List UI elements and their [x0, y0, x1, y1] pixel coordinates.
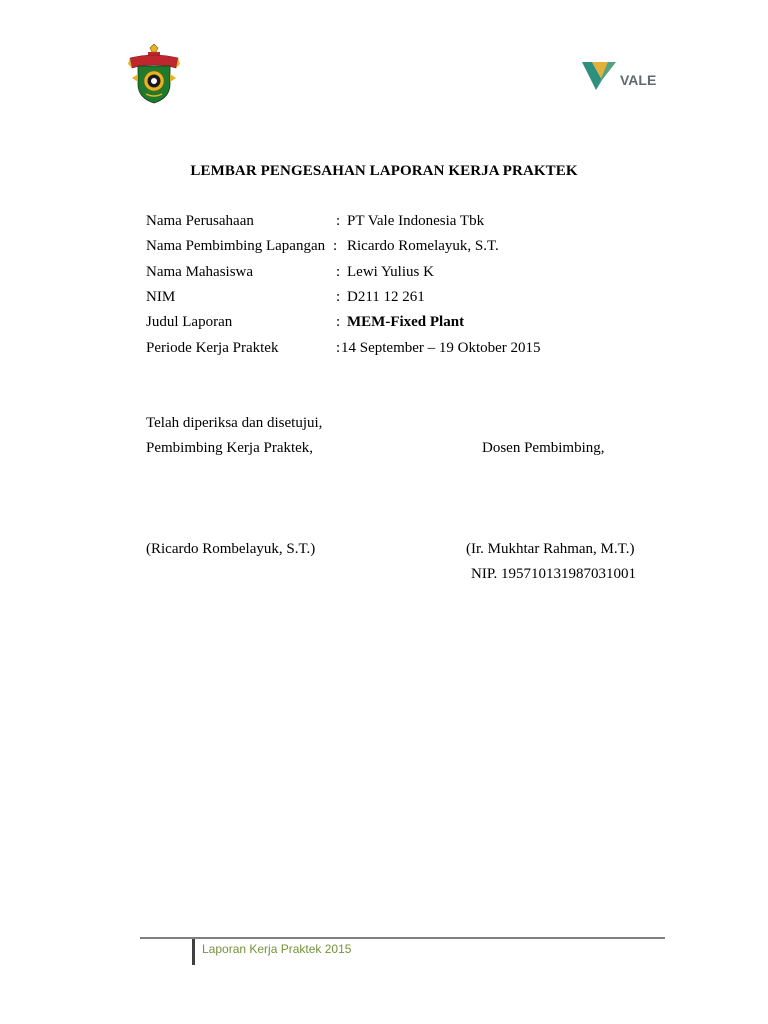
field-label: Nama Perusahaan	[146, 213, 254, 229]
field-separator: :	[336, 213, 341, 229]
right-signatory-name: (Ir. Mukhtar Rahman, M.T.)	[466, 541, 635, 557]
footer-divider	[140, 937, 665, 939]
footer-tick-mark	[192, 939, 195, 965]
field-separator: :	[336, 314, 341, 330]
university-crest-icon	[128, 44, 180, 104]
field-value: PT Vale Indonesia Tbk	[347, 213, 485, 229]
right-signatory-nip: NIP. 195710131987031001	[471, 566, 637, 582]
right-signatory-title: Dosen Pembimbing,	[482, 440, 605, 456]
left-signatory-name: (Ricardo Rombelayuk, S.T.)	[146, 541, 316, 557]
field-value: MEM-Fixed Plant	[347, 314, 465, 330]
field-label: NIM	[146, 289, 176, 305]
vale-wordmark: VALE	[620, 72, 657, 88]
field-label: Periode Kerja Praktek	[146, 340, 279, 356]
field-label: Nama Pembimbing Lapangan	[146, 238, 326, 254]
field-label: Judul Laporan	[146, 314, 233, 330]
field-separator: :	[336, 264, 341, 280]
field-value: D211 12 261	[347, 289, 425, 305]
field-value: 14 September – 19 Oktober 2015	[341, 340, 541, 356]
field-value: Lewi Yulius K	[347, 264, 434, 280]
field-value: Ricardo Romelayuk, S.T.	[347, 238, 499, 254]
footer-text: Laporan Kerja Praktek 2015	[202, 942, 352, 956]
left-signatory-title: Pembimbing Kerja Praktek,	[146, 440, 314, 456]
approval-statement: Telah diperiksa dan disetujui,	[146, 415, 323, 431]
field-separator: :	[336, 340, 341, 356]
vale-logo-icon	[582, 58, 662, 92]
document-title: LEMBAR PENGESAHAN LAPORAN KERJA PRAKTEK	[190, 163, 578, 179]
field-separator: :	[336, 289, 341, 305]
field-label: Nama Mahasiswa	[146, 264, 254, 280]
field-separator: :	[333, 238, 338, 254]
vale-logo	[582, 58, 662, 92]
